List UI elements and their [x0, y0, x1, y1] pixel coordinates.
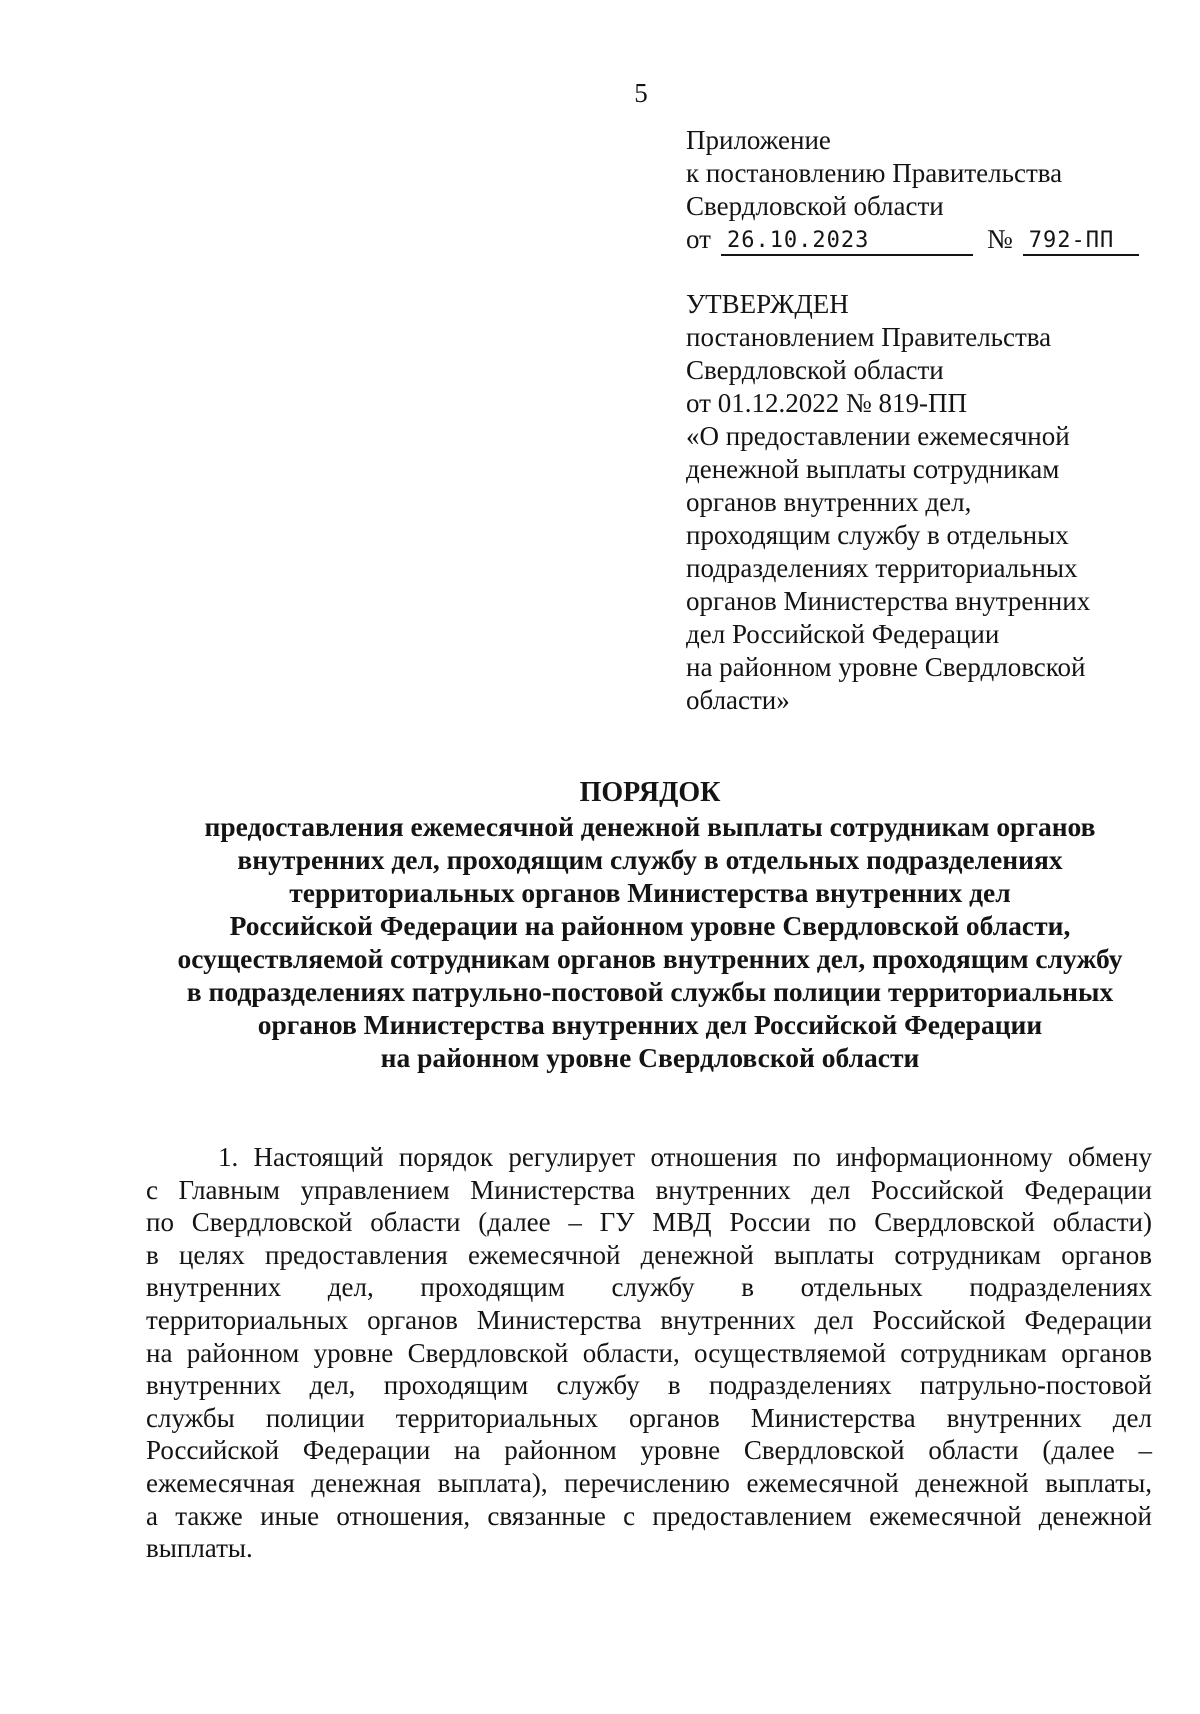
- body-line: внутренних дел, проходящим службу в отдельных подразделениях: [146, 1272, 1152, 1303]
- appendix-line: к постановлению Правительства: [686, 158, 1063, 188]
- approved-line: постановлением Правительства: [686, 322, 1052, 352]
- approved-line: денежной выплаты сотрудникам: [686, 454, 1060, 484]
- approved-line: области»: [686, 685, 790, 715]
- approved-line: дел Российской Федерации: [686, 619, 1000, 649]
- body-line: по Свердловской области (далее – ГУ МВД России по Свердловской области): [146, 1207, 1152, 1238]
- title-line: в подразделениях патрульно-постовой службы полиции территориальных: [186, 976, 1114, 1007]
- approved-line: на районном уровне Свердловской: [686, 652, 1086, 682]
- approved-line: органов внутренних дел,: [686, 487, 972, 517]
- appendix-line: Свердловской области: [686, 191, 944, 221]
- approved-line: подразделениях территориальных: [686, 553, 1078, 583]
- appendix-line: Приложение: [686, 125, 831, 155]
- body-line: на районном уровне Свердловской области, осуществляемой сотрудникам органов: [146, 1337, 1152, 1368]
- title-line: территориальных органов Министерства внутренних дел: [289, 877, 1011, 908]
- body-line: ежемесячная денежная выплата), перечислению ежемесячной денежной выплаты,: [146, 1467, 1152, 1498]
- paragraph-1: [146, 1141, 1152, 1565]
- body-line: в целях предоставления ежемесячной денежной выплаты сотрудникам органов: [146, 1239, 1152, 1270]
- body-line: с Главным управлением Министерства внутренних дел Российской Федерации: [146, 1174, 1152, 1205]
- approved-block: [686, 288, 1156, 717]
- title-line: предоставления ежемесячной денежной выплаты сотрудникам органов: [204, 811, 1096, 842]
- body-line: 1. Настоящий порядок регулирует отношения по информационному обмену: [218, 1142, 1152, 1172]
- approved-line: Свердловской области: [686, 355, 944, 385]
- body-line: службы полиции территориальных органов Министерства внутренних дел: [146, 1402, 1152, 1433]
- title-line: на районном уровне Свердловской области: [380, 1042, 920, 1073]
- body-line: внутренних дел, проходящим службу в подразделениях патрульно-постовой: [146, 1370, 1152, 1401]
- body-line: территориальных органов Министерства внутренних дел Российской Федерации: [146, 1304, 1152, 1335]
- title-line: внутренних дел, проходящим службу в отдельных подразделениях: [237, 844, 1063, 875]
- approved-line: проходящим службу в отдельных: [686, 520, 1069, 550]
- title-line: осуществляемой сотрудникам органов внутренних дел, проходящим службу: [177, 943, 1123, 974]
- title-line: Российской Федерации на районном уровне Свердловской области,: [229, 910, 1071, 941]
- number-sign: №: [986, 224, 1013, 254]
- appendix-number: 792-ПП: [1023, 228, 1139, 256]
- body-line: а также иные отношения, связанные с предоставлением ежемесячной денежной: [146, 1500, 1152, 1531]
- page-number: 5: [634, 78, 648, 108]
- title-line: органов Министерства внутренних дел Российской Федерации: [257, 1009, 1043, 1040]
- appendix-date: 26.10.2023: [721, 228, 973, 256]
- body-line: Российской Федерации на районном уровне Свердловской области (далее –: [146, 1435, 1152, 1466]
- date-prefix: от: [686, 224, 711, 254]
- approved-line: «О предоставлении ежемесячной: [686, 421, 1070, 451]
- document-title: [140, 776, 1160, 1074]
- approved-line: УТВЕРЖДЕН: [686, 289, 849, 319]
- approved-line: от 01.12.2022 № 819-ПП: [686, 388, 967, 418]
- appendix-date-line: [686, 223, 1156, 256]
- appendix-block: [686, 124, 1156, 256]
- title-heading: ПОРЯДОК: [579, 777, 721, 808]
- approved-line: органов Министерства внутренних: [686, 586, 1091, 616]
- body-line: выплаты.: [146, 1533, 253, 1564]
